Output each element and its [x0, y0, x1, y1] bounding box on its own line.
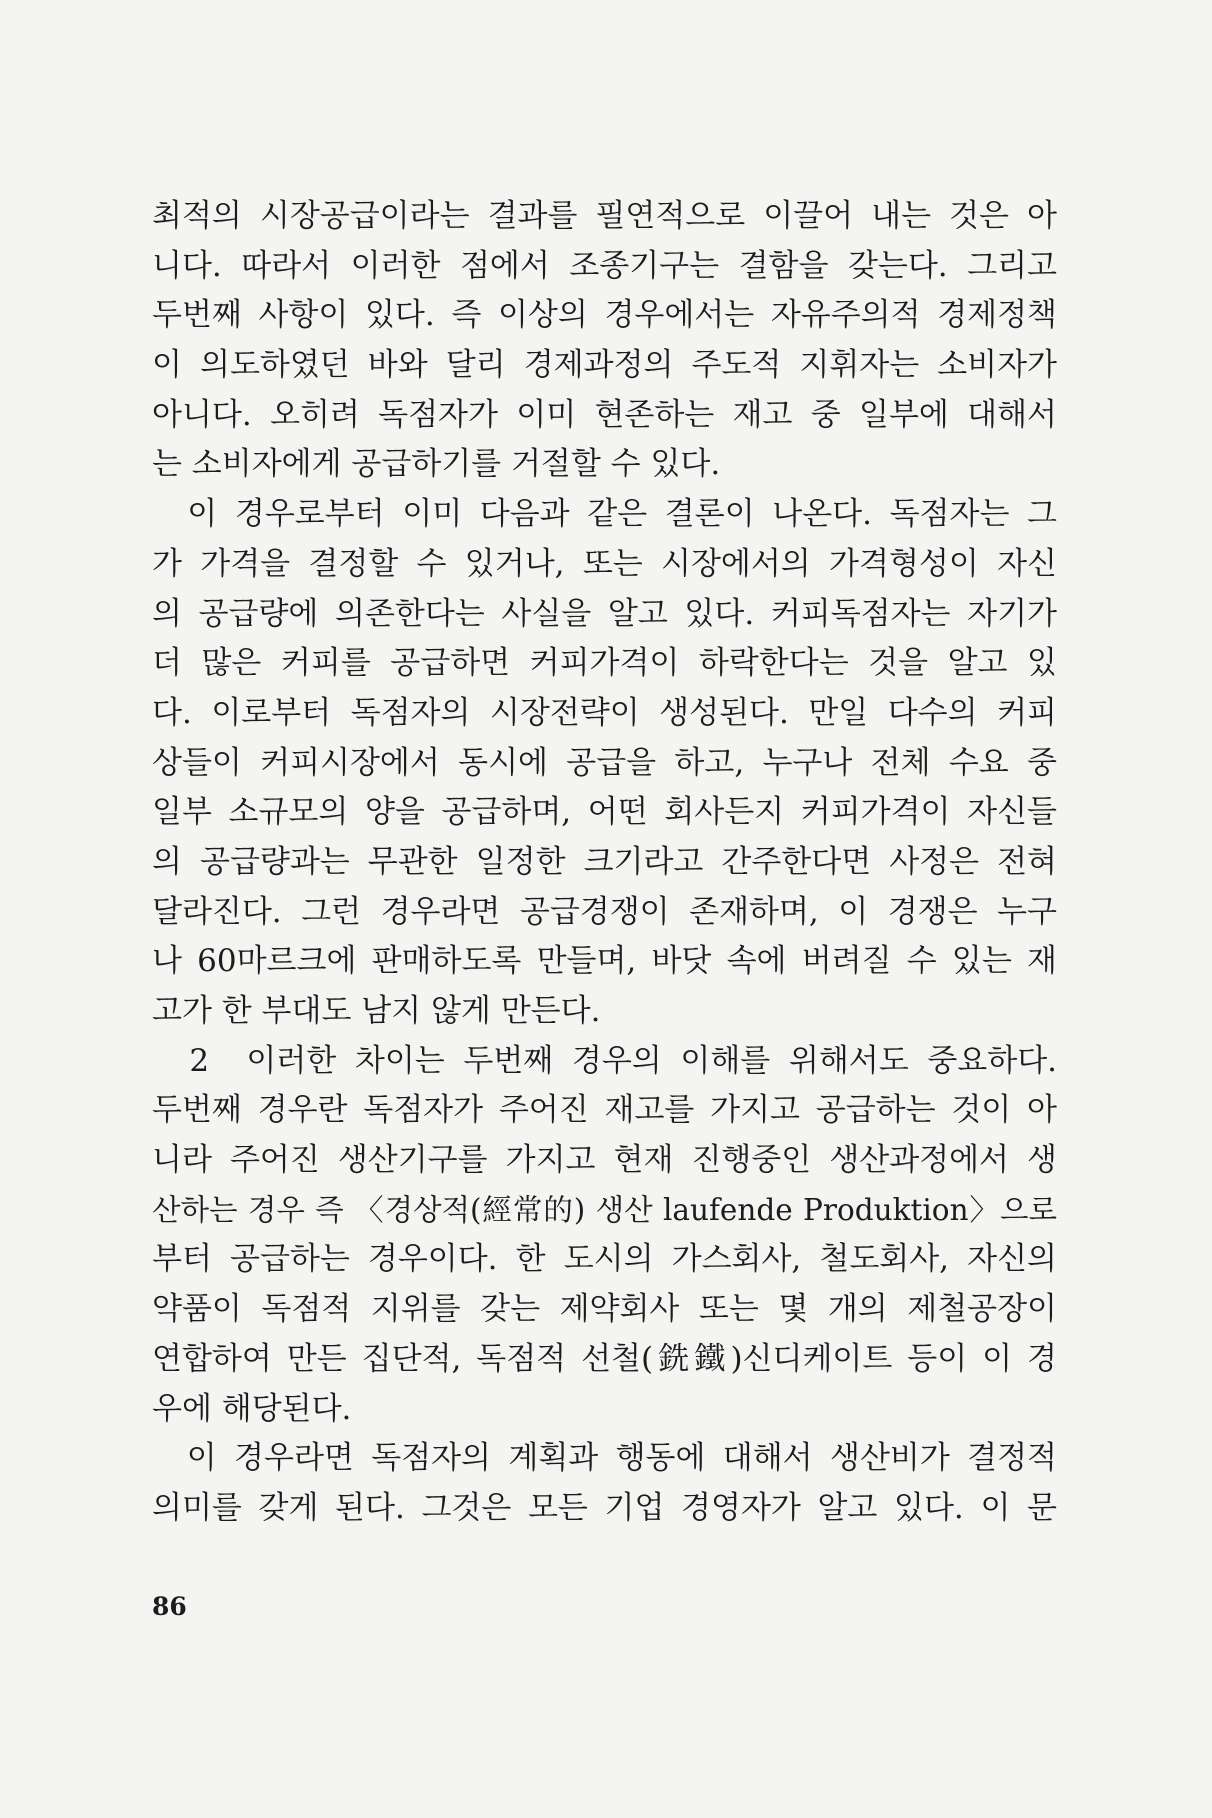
text-line: 의미를 갖게 된다. 그것은 모든 기업 경영자가 알고 있다. 이 문: [152, 1489, 1057, 1526]
text-line: 최적의 시장공급이라는 결과를 필연적으로 이끌어 내는 것은 아: [152, 198, 1057, 234]
text-line: 이 경우라면 독점자의 계획과 행동에 대해서 생산비가 결정적: [152, 1440, 1057, 1477]
text-line: 니다. 따라서 이러한 점에서 조종기구는 결함을 갖는다. 그리고: [152, 247, 1057, 284]
text-line: 두번째 경우란 독점자가 주어진 재고를 가지고 공급하는 것이 아: [152, 1092, 1057, 1129]
text-line: 달라진다. 그런 경우라면 공급경쟁이 존재하며, 이 경쟁은 누구: [152, 893, 1057, 930]
text-line: 일부 소규모의 양을 공급하며, 어떤 회사든지 커피가격이 자신들: [152, 794, 1057, 831]
text-line: 연합하여 만든 집단적, 독점적 선철(銑鐵)신디케이트 등이 이 경: [152, 1340, 1057, 1377]
text-line: 는 소비자에게 공급하기를 거절할 수 있다.: [152, 446, 721, 483]
body-text: [152, 192, 1057, 1534]
text-line: 고가 한 부대도 남지 않게 만든다.: [152, 993, 601, 1029]
text-line: 아니다. 오히려 독점자가 이미 현존하는 재고 중 일부에 대해서: [152, 396, 1057, 433]
text-line: 상들이 커피시장에서 동시에 공급을 하고, 누구나 전체 수요 중: [152, 744, 1057, 781]
text-line: 우에 해당된다.: [152, 1390, 352, 1427]
text-line: 니라 주어진 생산기구를 가지고 현재 진행중인 생산과정에서 생: [152, 1142, 1057, 1179]
text-line: 나 60마르크에 판매하도록 만들며, 바닷 속에 버려질 수 있는 재: [152, 943, 1057, 980]
text-line: 의 공급량에 의존한다는 사실을 알고 있다. 커피독점자는 자기가: [152, 595, 1057, 632]
text-line: 이 의도하였던 바와 달리 경제과정의 주도적 지휘자는 소비자가: [152, 347, 1057, 384]
page-number: 86: [152, 1592, 187, 1621]
text-line: 부터 공급하는 경우이다. 한 도시의 가스회사, 철도회사, 자신의: [152, 1241, 1057, 1278]
text-line: 이 경우로부터 이미 다음과 같은 결론이 나온다. 독점자는 그: [152, 496, 1057, 533]
text-line: 두번째 사항이 있다. 즉 이상의 경우에서는 자유주의적 경제정책: [152, 297, 1057, 334]
text-line: 약품이 독점적 지위를 갖는 제약회사 또는 몇 개의 제철공장이: [152, 1291, 1057, 1328]
text-line: 더 많은 커피를 공급하면 커피가격이 하락한다는 것을 알고 있: [152, 645, 1057, 682]
text-line: 가 가격을 결정할 수 있거나, 또는 시장에서의 가격형성이 자신: [152, 545, 1057, 582]
text-line: 다. 이로부터 독점자의 시장전략이 생성된다. 만일 다수의 커피: [152, 694, 1057, 731]
text-line: 의 공급량과는 무관한 일정한 크기라고 간주한다면 사정은 전혀: [152, 843, 1057, 880]
text-line: 산하는 경우 즉 〈경상적(經常的) 생산 laufende Produktion〉으로: [152, 1192, 1057, 1227]
text-line: 2 이러한 차이는 두번째 경우의 이해를 위해서도 중요하다.: [152, 1042, 1057, 1079]
